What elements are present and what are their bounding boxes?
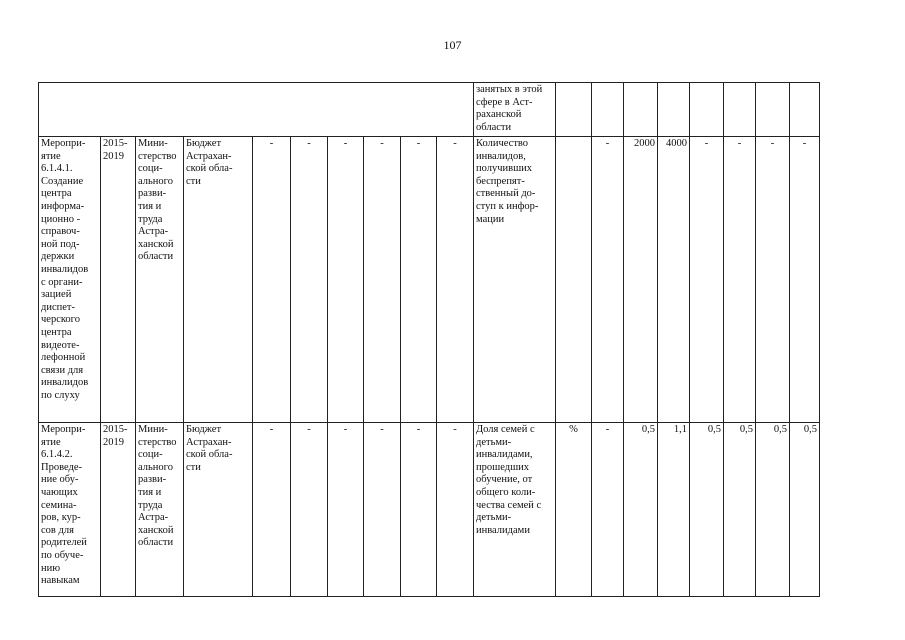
value-cell: 0,5 bbox=[624, 423, 658, 597]
page-number: 107 bbox=[443, 38, 462, 52]
funding-cell: - bbox=[437, 137, 474, 423]
period-text: 2015- 2019 bbox=[103, 424, 128, 448]
table-row-continuation bbox=[39, 83, 820, 137]
table-row bbox=[39, 137, 820, 423]
value-cell: - bbox=[790, 137, 820, 423]
value-cell bbox=[724, 83, 756, 137]
executor-text: Мини- стерство соци- ального разви- тия и труда Астра- ханской области bbox=[138, 138, 177, 263]
indicator-cell bbox=[474, 423, 556, 597]
continuation-blank-cell bbox=[39, 83, 474, 137]
value-cell bbox=[790, 83, 820, 137]
value-cell bbox=[690, 83, 724, 137]
value-cell bbox=[624, 83, 658, 137]
source-text: Бюджет Астрахан- ской обла- сти bbox=[186, 138, 233, 187]
executor-cell bbox=[136, 423, 184, 597]
indicator-text: занятых в этой сфере в Аст- раханской области bbox=[476, 84, 543, 133]
measure-text: Меропри- ятие 6.1.4.1. Создание центра информа- ционно - справоч- ной под- держки инвалидов с органи- зацией диспет- черского центра видеоте- лефонной связи для инвалидов по слуху bbox=[41, 138, 89, 401]
value-cell bbox=[658, 83, 690, 137]
value-cell: - bbox=[592, 423, 624, 597]
source-cell bbox=[184, 423, 253, 597]
unit-cell bbox=[556, 137, 592, 423]
period-text: 2015- 2019 bbox=[103, 138, 128, 162]
funding-cell: - bbox=[328, 423, 364, 597]
value-cell: - bbox=[756, 137, 790, 423]
value-cell: - bbox=[592, 137, 624, 423]
value-cell: 0,5 bbox=[724, 423, 756, 597]
executor-cell bbox=[136, 137, 184, 423]
funding-cell: - bbox=[437, 423, 474, 597]
source-text: Бюджет Астрахан- ской обла- сти bbox=[186, 424, 233, 473]
measure-text: Меропри- ятие 6.1.4.2. Проведе- ние обу- чающих семина- ров, кур- сов для родителей по обуче- нию навыкам bbox=[41, 424, 87, 587]
table-row bbox=[39, 423, 820, 597]
funding-cell: - bbox=[364, 423, 401, 597]
value-cell: 1,1 bbox=[658, 423, 690, 597]
indicator-text: Количество инвалидов, получивших беспрепят- ственный до- ступ к инфор- мации bbox=[476, 138, 539, 225]
funding-cell: - bbox=[291, 423, 328, 597]
value-cell: 0,5 bbox=[690, 423, 724, 597]
funding-cell: - bbox=[328, 137, 364, 423]
period-cell bbox=[101, 137, 136, 423]
value-cell: 0,5 bbox=[790, 423, 820, 597]
executor-text: Мини- стерство соци- ального разви- тия и труда Астра- ханской области bbox=[138, 424, 177, 549]
value-cell: 0,5 bbox=[756, 423, 790, 597]
funding-cell: - bbox=[253, 423, 291, 597]
value-cell: - bbox=[724, 137, 756, 423]
value-cell: 2000 bbox=[624, 137, 658, 423]
funding-cell: - bbox=[401, 137, 437, 423]
funding-cell: - bbox=[401, 423, 437, 597]
unit-cell: % bbox=[556, 423, 592, 597]
indicator-cell bbox=[474, 137, 556, 423]
indicator-cell bbox=[474, 83, 556, 137]
indicator-text: Доля семей с детьми- инвалидами, прошедших обучение, от общего коли- чества семей с детьми- инвалидами bbox=[476, 424, 542, 536]
measure-cell bbox=[39, 423, 101, 597]
value-cell: - bbox=[690, 137, 724, 423]
funding-cell: - bbox=[291, 137, 328, 423]
funding-cell: - bbox=[253, 137, 291, 423]
period-cell bbox=[101, 423, 136, 597]
program-table bbox=[38, 82, 820, 597]
funding-cell: - bbox=[364, 137, 401, 423]
unit-cell bbox=[556, 83, 592, 137]
value-cell: 4000 bbox=[658, 137, 690, 423]
value-cell bbox=[756, 83, 790, 137]
value-cell bbox=[592, 83, 624, 137]
measure-cell bbox=[39, 137, 101, 423]
source-cell bbox=[184, 137, 253, 423]
